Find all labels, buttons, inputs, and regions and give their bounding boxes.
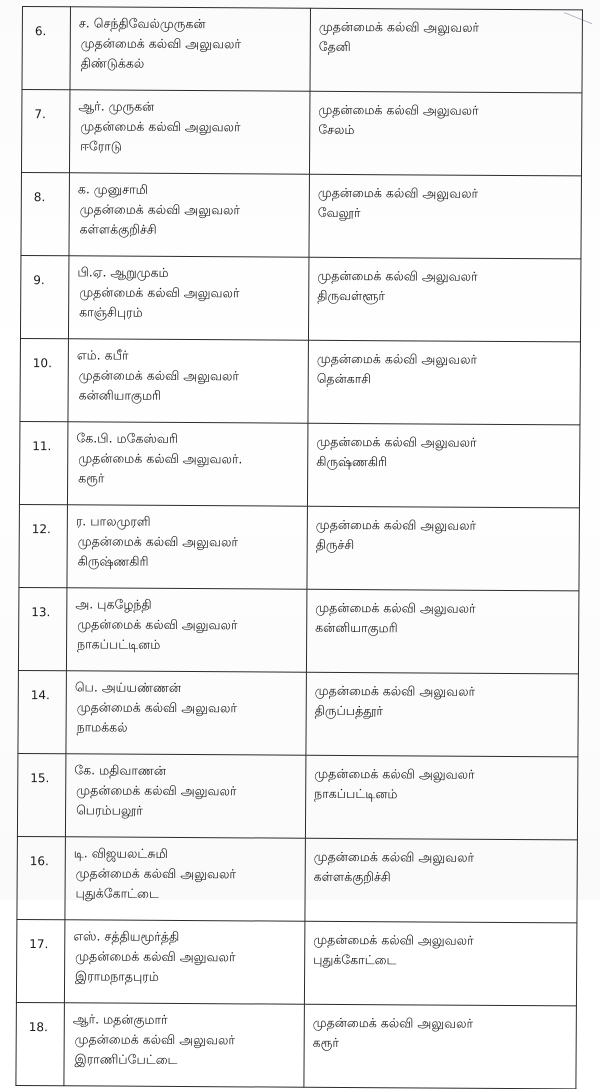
table-row [17, 836, 577, 922]
table-row [16, 919, 576, 1005]
current-posting-cell [65, 837, 306, 921]
current-posting-cell [68, 339, 309, 423]
to-district: திருவள்ளூர் [317, 287, 385, 304]
new-posting-cell [308, 257, 581, 342]
to-designation: முதன்மைக் கல்வி அலுவலர் [317, 267, 478, 284]
serial-number: 12. [31, 522, 51, 537]
serial-number: 15. [30, 771, 50, 786]
from-district: நாமக்கல் [76, 719, 128, 735]
current-posting-cell [64, 1003, 305, 1087]
new-posting-cell [304, 921, 577, 1006]
current-posting-cell [67, 422, 308, 506]
from-district: காஞ்சிபுரம் [79, 304, 143, 320]
serial-number: 11. [32, 439, 52, 454]
officer-name: டி. விஜயலட்சுமி [73, 845, 168, 861]
to-designation: முதன்மைக் கல்வி அலுவலர் [317, 184, 479, 201]
serial-number-cell [16, 1002, 65, 1085]
to-designation: முதன்மைக் கல்வி அலுவலர் [316, 350, 478, 367]
serial-number-cell [21, 172, 70, 255]
officer-name: ஆர். முருகன் [78, 98, 155, 114]
from-district: இராணிப்பேட்டை [74, 1051, 178, 1067]
to-district: கரூர் [312, 1034, 339, 1050]
new-posting-cell [307, 506, 580, 591]
to-designation: முதன்மைக் கல்வி அலுவலர் [318, 18, 480, 35]
from-district: கிருஷ்ணகிரி [77, 553, 149, 569]
officer-designation: முதன்மைக் கல்வி அலுவலர் [75, 948, 236, 965]
serial-number: 6. [34, 24, 47, 39]
new-posting-cell [309, 174, 582, 259]
new-posting-cell [305, 838, 578, 923]
serial-number-cell [18, 670, 67, 753]
new-posting-cell [305, 755, 578, 840]
current-posting-cell [66, 671, 307, 755]
new-posting-cell [310, 8, 583, 93]
officer-designation: முதன்மைக் கல்வி அலுவலர் [74, 1031, 235, 1048]
to-district: கிருஷ்ணகிரி [316, 453, 388, 470]
officer-designation: முதன்மைக் கல்வி அலுவலர் [80, 118, 241, 135]
officer-designation: முதன்மைக் கல்வி அலுவலர். [78, 450, 243, 467]
serial-number-cell [17, 836, 66, 919]
table-row [18, 587, 578, 673]
table-row [17, 753, 577, 839]
new-posting-cell [306, 672, 579, 757]
to-designation: முதன்மைக் கல்வி அலுவலர் [318, 101, 479, 118]
officer-designation: முதன்மைக் கல்வி அலுவலர் [77, 533, 238, 550]
current-posting-cell [66, 588, 307, 672]
serial-number: 14. [30, 688, 50, 703]
new-posting-cell [304, 1004, 577, 1089]
table-body [16, 7, 583, 1089]
table-row [19, 421, 579, 507]
table-row [19, 504, 579, 590]
officer-name: க. முனுசாமி [77, 181, 149, 197]
from-district: கரூர் [78, 470, 105, 486]
current-posting-cell [65, 754, 306, 838]
officer-designation: முதன்மைக் கல்வி அலுவலர் [75, 865, 236, 882]
officer-name: அ. புகழேந்தி [75, 596, 152, 612]
table-row [16, 1002, 576, 1088]
to-designation: முதன்மைக் கல்வி அலுவலர் [315, 599, 476, 616]
current-posting-cell [67, 505, 308, 589]
to-designation: முதன்மைக் கல்வி அலுவலர் [314, 682, 476, 699]
serial-number: 16. [29, 854, 49, 869]
serial-number: 18. [28, 1020, 48, 1035]
serial-number: 8. [33, 190, 46, 205]
officer-designation: முதன்மைக் கல்வி அலுவலர் [78, 367, 240, 384]
to-designation: முதன்மைக் கல்வி அலுவலர் [313, 848, 475, 865]
serial-number-cell [19, 504, 68, 587]
to-district: திருப்பத்தூர் [314, 702, 384, 719]
from-district: இராமநாதபுரம் [75, 968, 159, 984]
to-designation: முதன்மைக் கல்வி அலுவலர் [314, 765, 475, 782]
to-district: நாகப்பட்டினம் [314, 785, 398, 802]
current-posting-cell [68, 256, 309, 340]
officer-name: ர. பாலமுரளி [75, 513, 151, 529]
table-row [22, 7, 582, 93]
new-posting-cell [309, 91, 582, 176]
serial-number-cell [20, 255, 69, 338]
to-district: வேலூர் [317, 204, 361, 221]
serial-number-cell [17, 753, 66, 836]
officer-name: கே.பி. மகேஸ்வரி [76, 430, 178, 446]
to-district: கள்ளக்குறிச்சி [313, 868, 391, 885]
serial-number-cell [21, 90, 70, 173]
current-posting-cell [69, 173, 310, 257]
serial-number-cell [22, 7, 71, 90]
to-designation: முதன்மைக் கல்வி அலுவலர் [316, 433, 477, 450]
officer-designation: முதன்மைக் கல்வி அலுவலர் [76, 699, 237, 716]
officer-name: ஆர். மதன்குமார் [72, 1011, 168, 1027]
to-district: தேனி [318, 38, 351, 55]
current-posting-cell [70, 7, 311, 91]
current-posting-cell [64, 920, 305, 1004]
from-district: நாகப்பட்டினம் [77, 636, 161, 652]
serial-number-cell [18, 587, 67, 670]
officer-name: பி.ஏ. ஆறுமுகம் [77, 264, 169, 280]
from-district: கள்ளக்குறிச்சி [79, 221, 157, 237]
table-row [21, 172, 581, 258]
to-district: திருச்சி [315, 536, 355, 553]
from-district: புதுக்கோட்டை [75, 885, 159, 901]
serial-number-cell [16, 919, 65, 1002]
new-posting-cell [308, 340, 581, 425]
new-posting-cell [306, 589, 579, 674]
from-district: திண்டுக்கல் [80, 55, 145, 71]
officer-name: பெ. அய்யண்ணன் [74, 679, 182, 695]
officer-name: எஸ். சத்தியமூர்த்தி [73, 928, 180, 944]
from-district: கன்னியாகுமரி [78, 387, 162, 403]
from-district: பெரம்பலூர் [76, 802, 143, 818]
table-row [20, 255, 580, 341]
to-district: சேலம் [318, 121, 355, 138]
serial-number: 13. [31, 605, 51, 620]
to-designation: முதன்மைக் கல்வி அலுவலர் [315, 516, 477, 533]
officer-designation: முதன்மைக் கல்வி அலுவலர் [79, 284, 240, 301]
table-row [20, 338, 580, 424]
to-designation: முதன்மைக் கல்வி அலுவலர் [312, 1014, 474, 1031]
table-row [18, 670, 578, 756]
officer-name: ச. செந்திவேல்முருகன் [78, 15, 206, 32]
from-district: ஈரோடு [80, 138, 123, 154]
serial-number-cell [20, 338, 69, 421]
officer-designation: முதன்மைக் கல்வி அலுவலர் [76, 782, 237, 799]
to-designation: முதன்மைக் கல்வி அலுவலர் [313, 931, 474, 948]
table-row [21, 90, 581, 176]
serial-number-cell [19, 421, 68, 504]
serial-number: 10. [32, 356, 52, 371]
officer-designation: முதன்மைக் கல்வி அலுவலர் [79, 201, 241, 218]
serial-number: 9. [33, 273, 45, 288]
officer-designation: முதன்மைக் கல்வி அலுவலர் [80, 35, 242, 52]
officer-name: எம். கபீர் [76, 347, 129, 363]
current-posting-cell [69, 90, 310, 174]
transfer-table [15, 6, 583, 1089]
serial-number: 7. [34, 107, 46, 122]
to-district: புதுக்கோட்டை [313, 951, 397, 968]
serial-number: 17. [29, 937, 49, 952]
to-district: தென்காசி [316, 370, 372, 387]
officer-name: கே. மதிவாணன் [74, 762, 167, 778]
officer-designation: முதன்மைக் கல்வி அலுவலர் [77, 616, 238, 633]
to-district: கன்னியாகுமரி [315, 619, 398, 636]
new-posting-cell [307, 423, 580, 508]
